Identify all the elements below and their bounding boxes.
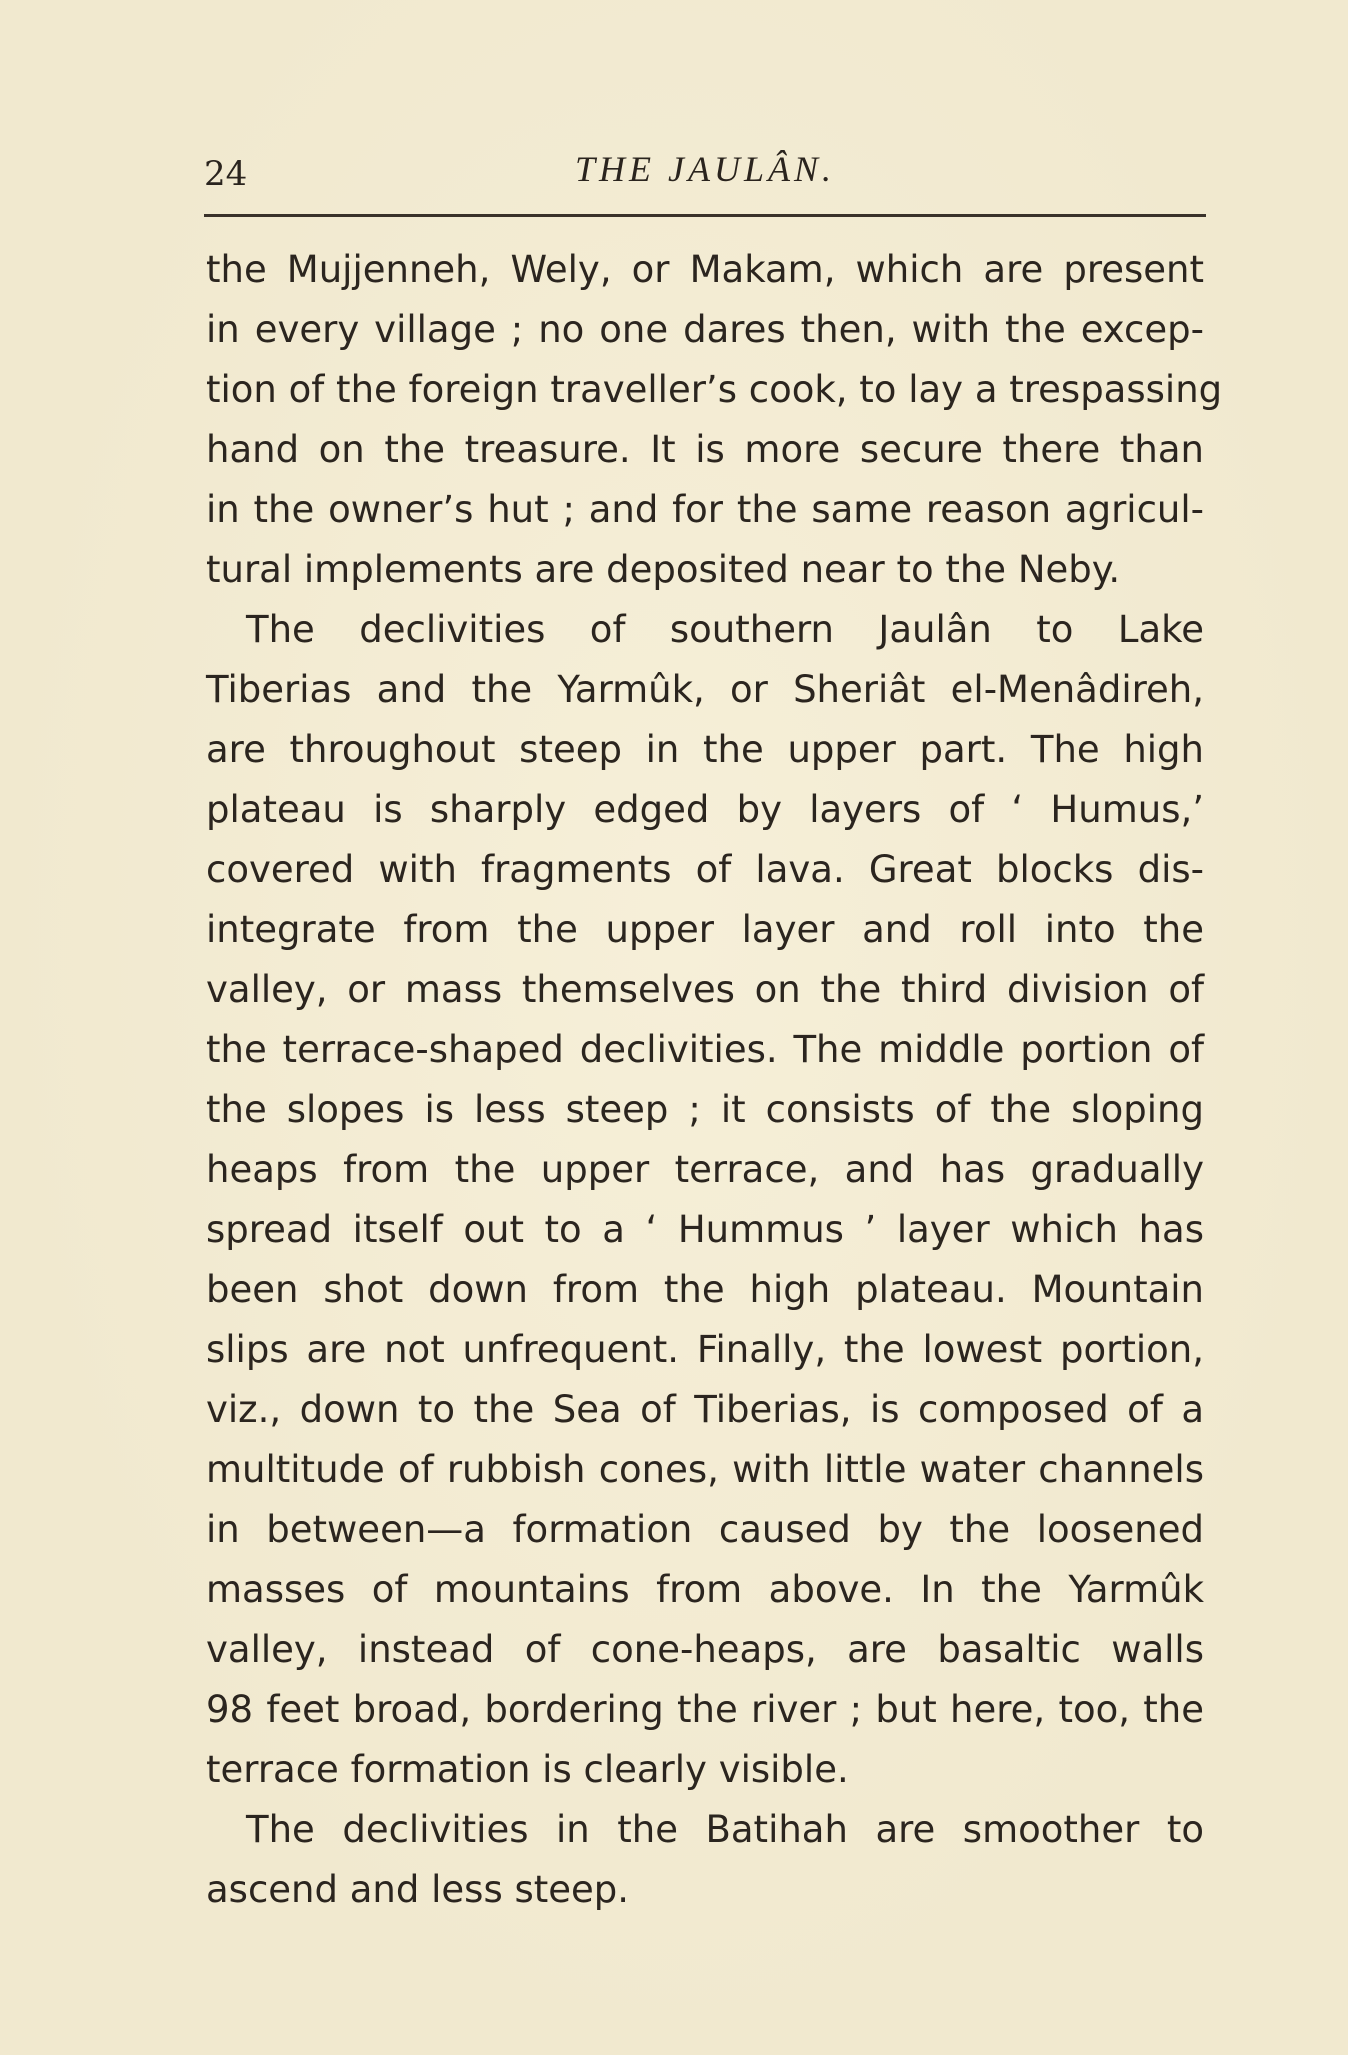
text-line: the slopes is less steep ; it consists of the sloping — [206, 1088, 1204, 1131]
page-header — [204, 148, 1206, 208]
body-text — [206, 240, 1223, 1920]
text-line: The declivities in the Batihah are smoother to — [246, 1808, 1204, 1851]
text-line: spread itself out to a ‘ Hummus ’ layer which has — [206, 1208, 1204, 1251]
text-line: in every village ; no one dares then, with the excep- — [206, 308, 1204, 351]
text-line: covered with fragments of lava. Great blocks dis- — [206, 848, 1204, 891]
text-line: heaps from the upper terrace, and has gradually — [206, 1148, 1204, 1191]
text-line: slips are not unfrequent. Finally, the lowest portion, — [206, 1328, 1204, 1371]
text-line: are throughout steep in the upper part. The high — [206, 728, 1204, 771]
text-line: Tiberias and the Yarmûk, or Sheriât el-Menâdireh, — [206, 668, 1204, 711]
text-line: the terrace-shaped declivities. The middle portion of — [206, 1028, 1204, 1071]
text-line: valley, or mass themselves on the third division of — [206, 968, 1204, 1011]
paragraph-2 — [206, 600, 1204, 1800]
page-number: 24 — [204, 154, 248, 194]
text-line: in between—a formation caused by the loosened — [206, 1508, 1204, 1551]
header-rule — [204, 214, 1206, 217]
paragraph-3 — [206, 1800, 1204, 1920]
text-line: The declivities of southern Jaulân to Lake — [246, 608, 1204, 651]
text-line: terrace formation is clearly visible. — [206, 1748, 849, 1791]
text-line: 98 feet broad, bordering the river ; but here, too, the — [206, 1688, 1204, 1731]
text-line: tion of the foreign traveller’s cook, to lay a trespassing — [206, 368, 1223, 411]
text-line: valley, instead of cone-heaps, are basaltic walls — [206, 1628, 1204, 1671]
text-line: the Mujjenneh, Wely, or Makam, which are present — [206, 248, 1204, 291]
text-line: been shot down from the high plateau. Mountain — [206, 1268, 1204, 1311]
text-line: tural implements are deposited near to the Neby. — [206, 548, 1121, 591]
text-line: in the owner’s hut ; and for the same reason agricul- — [206, 488, 1204, 531]
text-line: integrate from the upper layer and roll into the — [206, 908, 1204, 951]
text-line: multitude of rubbish cones, with little water channels — [206, 1448, 1204, 1491]
text-line: viz., down to the Sea of Tiberias, is composed of a — [206, 1388, 1204, 1431]
text-line: plateau is sharply edged by layers of ‘ Humus,’ — [206, 788, 1204, 831]
text-line: ascend and less steep. — [206, 1868, 630, 1911]
text-line: hand on the treasure. It is more secure there than — [206, 428, 1204, 471]
running-head: THE JAULÂN. — [575, 149, 835, 189]
paragraph-1 — [206, 240, 1223, 600]
text-line: masses of mountains from above. In the Yarmûk — [206, 1568, 1204, 1611]
